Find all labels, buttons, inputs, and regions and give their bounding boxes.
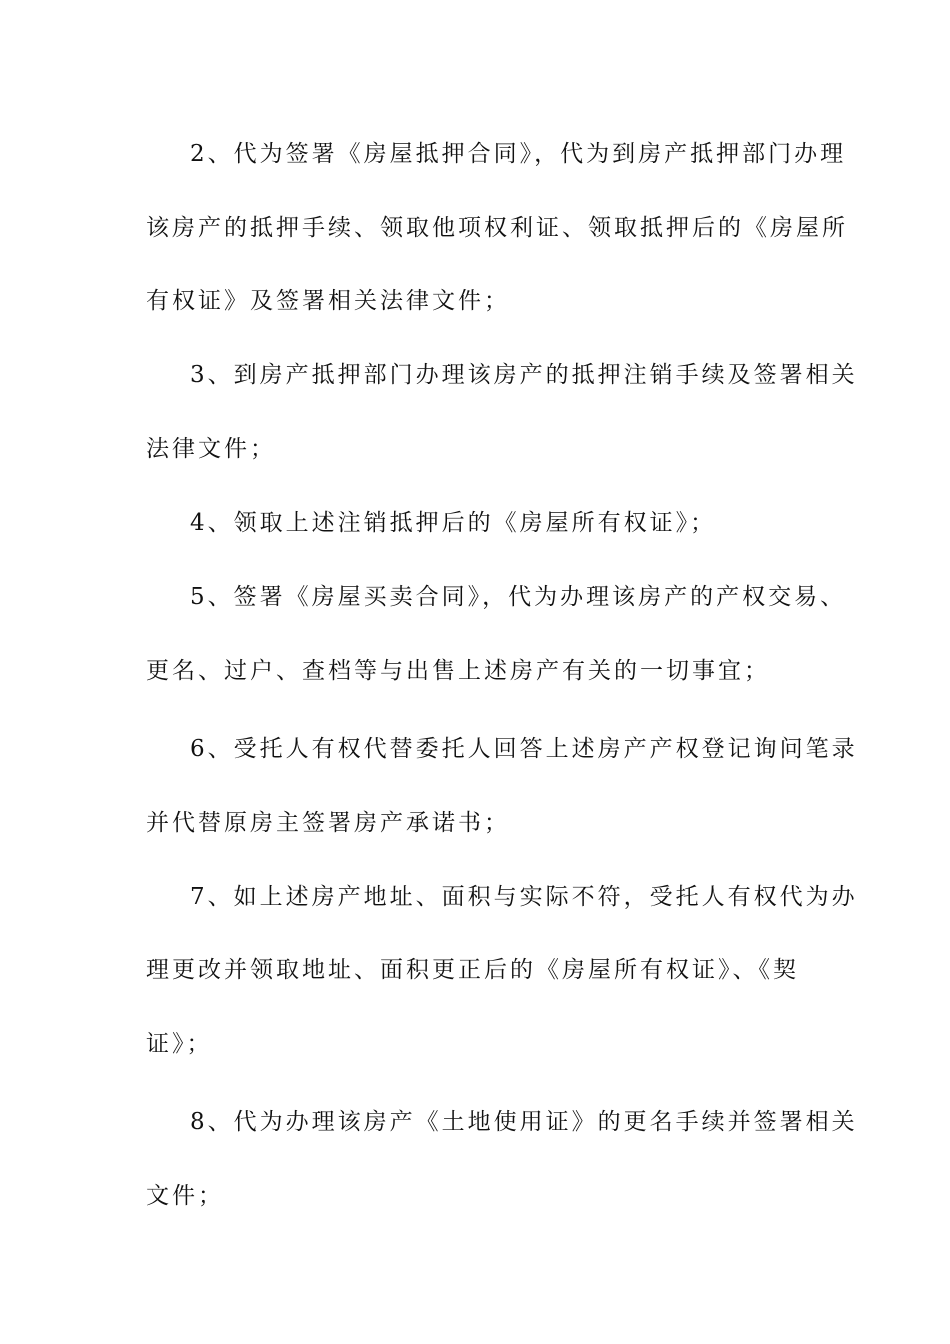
paragraph-6-line-1: 6、受托人有权代替委托人回答上述房产产权登记询问笔录 bbox=[190, 736, 858, 762]
paragraph-5-line-2: 更名、过户、查档等与出售上述房产有关的一切事宜； bbox=[146, 658, 770, 684]
paragraph-3-line-2: 法律文件； bbox=[146, 436, 276, 462]
paragraph-2-line-3: 有权证》及签署相关法律文件； bbox=[146, 288, 510, 314]
paragraph-5-line-1: 5、签署《房屋买卖合同》，代为办理该房产的产权交易、 bbox=[190, 584, 847, 610]
paragraph-4-line-1: 4、领取上述注销抵押后的《房屋所有权证》； bbox=[190, 510, 717, 536]
paragraph-3-line-1: 3、到房产抵押部门办理该房产的抵押注销手续及签署相关 bbox=[190, 362, 858, 388]
paragraph-6-line-2: 并代替原房主签署房产承诺书； bbox=[146, 810, 510, 836]
paragraph-7-line-1: 7、如上述房产地址、面积与实际不符，受托人有权代为办 bbox=[190, 884, 858, 910]
paragraph-2-line-2: 该房产的抵押手续、领取他项权利证、领取抵押后的《房屋所 bbox=[146, 215, 848, 241]
paragraph-8-line-1: 8、代为办理该房产《土地使用证》的更名手续并签署相关 bbox=[190, 1109, 858, 1135]
paragraph-8-line-2: 文件； bbox=[146, 1183, 224, 1209]
paragraph-7-line-3: 证》； bbox=[146, 1031, 213, 1057]
paragraph-7-line-2: 理更改并领取地址、面积更正后的《房屋所有权证》、《契 bbox=[146, 957, 799, 983]
paragraph-2-line-1: 2、代为签署《房屋抵押合同》，代为到房产抵押部门办理 bbox=[190, 141, 847, 167]
